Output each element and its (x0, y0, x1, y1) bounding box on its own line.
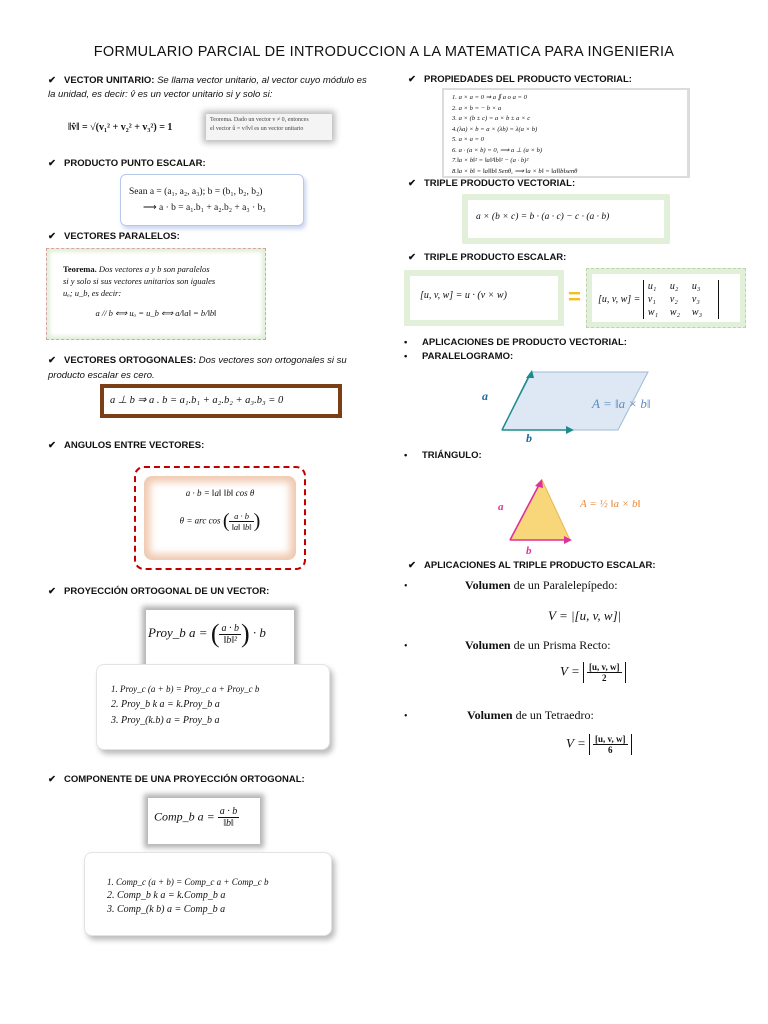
section-header: COMPONENTE DE UNA PROYECCIÓN ORTOGONAL: (64, 774, 305, 785)
check-icon: ✔ (408, 560, 416, 571)
section-header: VECTORES ORTOGONALES: (64, 355, 197, 366)
triple-scalar-box (410, 276, 558, 320)
property-line: 6. a · (a × b) = 0, ⟹ a ⊥ (a × b) (452, 146, 543, 154)
check-icon: ✔ (408, 252, 416, 263)
bullet-icon: • (404, 351, 408, 362)
teorema-word: Teorema. (63, 264, 97, 274)
volume-label: Volumen (467, 708, 513, 722)
teorema-line: Teorema. Dado un vector v ≠ 0, entonces (210, 117, 309, 123)
volume-label: Volumen (465, 578, 511, 592)
volume-text: de un Prisma Recto: (513, 638, 611, 652)
triangle-shape (510, 480, 570, 540)
angle-formula-outer (134, 466, 306, 570)
check-icon: ✔ (408, 74, 416, 85)
projection-property: 3. Proy_(k.b) a = Proy_b a (111, 715, 220, 726)
fraction-numerator: [u, v, w] (588, 662, 620, 672)
volume-item-paralelepipedo (404, 578, 618, 593)
bullet-icon: • (404, 581, 408, 592)
section-header: PRODUCTO PUNTO ESCALAR: (64, 158, 206, 169)
arrowhead-icon (526, 370, 534, 378)
volume-formula (566, 734, 632, 755)
check-icon: ✔ (48, 774, 56, 785)
section-paralelos (48, 231, 180, 242)
section-ortogonales (48, 353, 368, 383)
check-icon: ✔ (48, 440, 56, 451)
triple-vector-outer (462, 194, 670, 244)
check-icon: ✔ (48, 355, 56, 366)
orthogonal-formula-box (100, 384, 342, 418)
projection-lhs: Proy_b a = (148, 624, 208, 640)
teorema-unitario-box (206, 114, 332, 140)
property-line: 7.‖a × b‖² = ‖a‖²‖b‖² − (a · b)² (452, 157, 529, 164)
fraction-denominator: ‖b‖² (223, 634, 238, 646)
matrix-cell: u₁ (647, 281, 657, 292)
list-item-paralelogramo (404, 351, 513, 362)
equals-sign: = (568, 284, 581, 309)
volume-item-tetraedro (404, 708, 594, 723)
section-header: PROPIEDADES DEL PRODUCTO VECTORIAL: (424, 74, 632, 85)
property-line: 8.‖a × b‖ = ‖a‖‖b‖ Senθ, ⟹ ‖a × b‖ = ‖a‖‖b‖senθ (452, 167, 578, 175)
matrix-cell: u₃ (691, 281, 701, 292)
arrowhead-icon (535, 479, 543, 488)
volume-text: de un Paralelepípedo: (513, 578, 618, 592)
component-property: 3. Comp_(k b) a = Comp_b a (107, 904, 226, 915)
matrix-cell: w₁ (647, 307, 659, 318)
triple-scalar-outer (404, 270, 564, 326)
property-line: 1. a × a = 0 ⇒ a ∥ a o a = 0 (452, 94, 527, 101)
triple-scalar-formula: [u, v, w] = u · (v × w) (420, 290, 507, 301)
section-triple-vectorial (408, 178, 575, 189)
matrix-cell: w₂ (669, 307, 681, 318)
fraction-denominator: 2 (601, 673, 607, 683)
label-b: b (526, 545, 532, 556)
volume-lhs: V = (566, 735, 586, 751)
check-icon: ✔ (408, 178, 416, 189)
orthogonal-formula: a ⊥ b ⇒ a . b = a₁.b₁ + a₂.b₂ + a₃.b₃ = 0 (110, 395, 284, 406)
volume-item-prisma (404, 638, 611, 653)
projection-formula-box: Proy_b a = ( $\frac{a \cdot b}{\text{‖b‖²}}$ ) · b (146, 610, 294, 666)
parallelogram-area-formula: A = ‖a × b‖ (592, 396, 651, 411)
section-header: VECTOR UNITARIO: (64, 75, 155, 86)
bullet-icon: • (404, 641, 408, 652)
section-aplicaciones-triple (408, 560, 656, 571)
projection-properties-box (96, 664, 330, 750)
section-note: Dos vectores son ortogonales si su producto escalar es cero. (48, 355, 347, 381)
triangle-figure (490, 474, 580, 556)
determinant-matrix (643, 280, 719, 319)
determinant-lhs: [u, v, w] = (598, 293, 641, 305)
volume-lhs: V = (560, 663, 580, 679)
property-line: 3. a × (b ± c) = a × b ± a × c (452, 115, 531, 122)
check-icon: ✔ (48, 75, 56, 86)
parallel-formula: a // b ⟺ uₐ = u_b ⟺ a/‖a‖ = b/‖b‖ (95, 308, 217, 318)
projection-property: 2. Proy_b k a = k.Proy_b a (111, 699, 220, 710)
bullet-icon: • (404, 337, 408, 348)
angle-formula-box: a · b = ‖a‖ ‖b‖ cos θ θ = arc cos ( $\frac{a \cdot b}{‖a‖ ‖b‖}$ ) (144, 476, 296, 560)
section-header: PROYECCIÓN ORTOGONAL DE UN VECTOR: (64, 586, 270, 597)
page-title: FORMULARIO PARCIAL DE INTRODUCCION A LA MATEMATICA PARA INGENIERIA (93, 44, 675, 60)
component-lhs: Comp_b a = (154, 809, 215, 824)
fraction-numerator: [u, v, w] (594, 734, 626, 744)
fraction-denominator: 6 (607, 745, 613, 755)
section-header: VECTORES PARALELOS: (64, 231, 180, 242)
section-angulos (48, 440, 204, 451)
property-line: 5. a × a = 0 (452, 136, 484, 143)
list-item-triangulo (404, 450, 482, 461)
component-property: 2. Comp_b k a = k.Comp_b a (107, 890, 226, 901)
label-a: a (498, 501, 504, 513)
dot-product-line: ⟶ a · b = a₁.b₁ + a₂.b₂ + a₃ · b₃ (143, 203, 266, 213)
fraction-denominator: ‖b‖ (223, 818, 234, 829)
angle-formula-line: a · b = ‖a‖ ‖b‖ cos θ (185, 488, 255, 498)
unit-vector-formula: ‖v̂‖ = √(v₁² + v₂² + v₃²) = 1 (68, 122, 173, 133)
parallelogram-figure (476, 366, 686, 444)
component-property: 1. Comp_c (a + b) = Comp_c a + Comp_c b (107, 877, 269, 887)
projection-rhs: · b (252, 624, 266, 640)
dot-product-line: Sean a = (a₁, a₂, a₃); b = (b₁, b₂, b₂) (129, 187, 263, 197)
fraction-numerator: a · b (219, 806, 238, 817)
check-icon: ✔ (48, 231, 56, 242)
matrix-cell: w₃ (691, 307, 703, 318)
section-producto-punto (48, 158, 206, 169)
triangle-area-formula: A = ½ ‖a × b‖ (580, 498, 641, 510)
matrix-cell: v₃ (691, 294, 700, 305)
teorema-line: uₐ; u_b, es decir: (63, 288, 122, 298)
component-properties-box (84, 852, 332, 936)
section-header: TRIPLE PRODUCTO VECTORIAL: (424, 178, 576, 189)
fraction-numerator: a · b (229, 511, 253, 522)
label-a: a (482, 389, 488, 403)
matrix-cell: v₂ (669, 294, 678, 305)
volume-text: de un Tetraedro: (515, 708, 594, 722)
fraction-numerator: a · b (221, 622, 239, 634)
determinant-box (592, 274, 740, 322)
volume-label: Volumen (465, 638, 511, 652)
section-componente (48, 774, 305, 785)
cross-product-properties-box (442, 88, 690, 178)
list-item-aplicaciones (404, 337, 627, 348)
section-propiedades (408, 74, 632, 85)
section-note: Se llama vector unitario, al vector cuyo módulo es la unidad, es decir: v̂ es un vector unitario si y solo si: (48, 75, 367, 100)
property-line: 2. a × b = − b × a (452, 104, 502, 112)
property-line: 4.(λa) × b = a × (λb) = λ(a × b) (452, 125, 538, 133)
teorema-line: si y solo si sus vectores unitarios son iguales (63, 276, 216, 286)
parallel-theorem-box (53, 255, 259, 333)
section-header: ANGULOS ENTRE VECTORES: (64, 440, 205, 451)
determinant-outer (586, 268, 746, 328)
volume-formula: V = |[u, v, w]| (548, 608, 622, 623)
fraction-denominator: ‖a‖ ‖b‖ (231, 522, 252, 532)
teorema-line: Dos vectores a y b son paralelos (98, 264, 210, 274)
volume-formula (560, 662, 626, 683)
section-header: TRIPLE PRODUCTO ESCALAR: (424, 252, 567, 263)
check-icon: ✔ (48, 158, 56, 169)
check-icon: ✔ (48, 586, 56, 597)
bullet-icon: • (404, 711, 408, 722)
projection-property: 1. Proy_c (a + b) = Proy_c a + Proy_c b (111, 684, 260, 694)
triple-vector-box (468, 200, 664, 238)
bullet-icon: • (404, 450, 408, 461)
teorema-line: el vector û = v/‖v‖ es un vector unitario (210, 126, 304, 132)
component-formula-box (148, 798, 260, 844)
section-header: PARALELOGRAMO: (422, 351, 514, 362)
section-header: TRIÁNGULO: (422, 450, 482, 461)
matrix-cell: u₂ (669, 281, 679, 292)
section-vector-unitario (48, 74, 368, 102)
angle-formula-lhs: θ = arc cos (179, 515, 221, 526)
matrix-cell: v₁ (647, 294, 656, 305)
dot-product-box (120, 174, 304, 226)
section-triple-escalar (408, 252, 566, 263)
section-header: APLICACIONES DE PRODUCTO VECTORIAL: (422, 337, 627, 348)
section-header: APLICACIONES AL TRIPLE PRODUCTO ESCALAR: (424, 560, 656, 571)
parallel-theorem-outer (46, 248, 266, 340)
label-b: b (526, 431, 532, 444)
section-proyeccion (48, 586, 269, 597)
triple-vector-formula: a × (b × c) = b · (a · c) − c · (a · b) (476, 212, 610, 222)
